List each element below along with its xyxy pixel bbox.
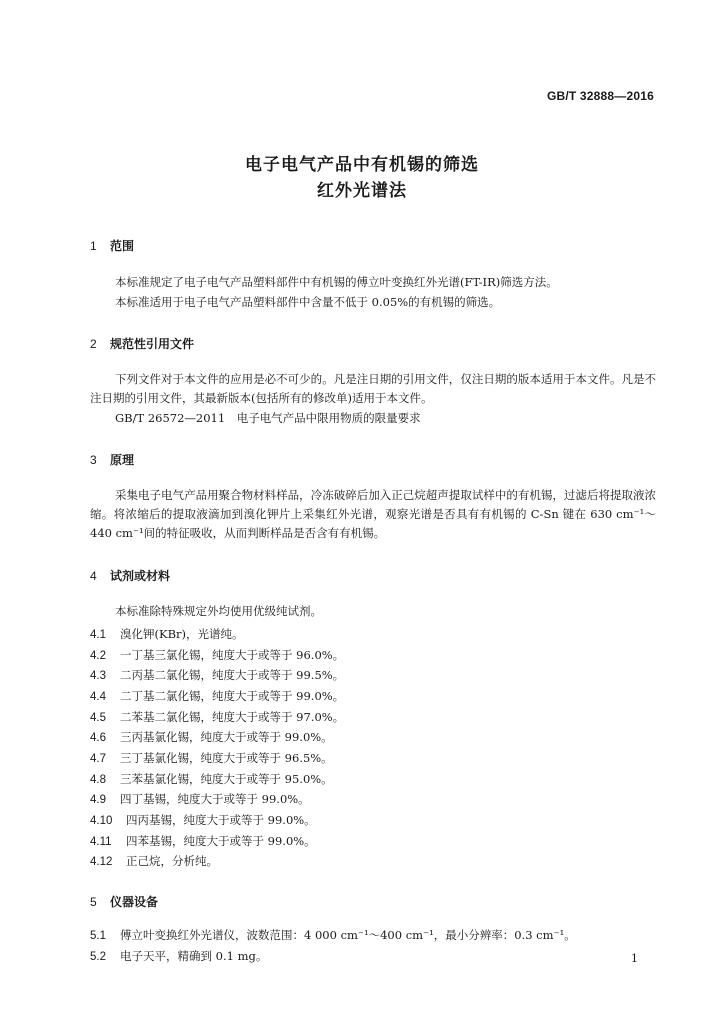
item-text: 四丁基锡，纯度大于或等于 99.0%。: [120, 792, 310, 806]
list-item: [90, 647, 344, 663]
section-5-heading: [90, 893, 158, 910]
list-item: [90, 729, 333, 745]
section-title: 规范性引用文件: [110, 337, 195, 351]
section-3-heading: [90, 451, 134, 468]
item-number: 4.11: [90, 836, 112, 848]
list-item: [90, 833, 316, 849]
section-4-intro: 本标准除特殊规定外均使用优级纯试剂。: [115, 604, 322, 618]
item-text: 二丁基二氯化锡，纯度大于或等于 99.0%。: [120, 689, 345, 703]
item-text: 正己烷，分析纯。: [126, 854, 218, 868]
item-number: 4.12: [90, 856, 113, 868]
section-4-heading: [90, 567, 170, 584]
section-3-paragraph-1: 采集电子电气产品用聚合物材料样品，冷冻破碎后加入正己烷超声提取试样中的有机锡，过滤后将提取液浓缩。将浓缩后的提取液滴加到溴化钾片上采集红外光谱，观察光谱是否具有有机锡的 C-Sn 键在 630 cm⁻¹～440 cm⁻¹间的特征吸收，从而判断样品是否含有有机锡。: [90, 488, 656, 540]
section-number: 1: [90, 239, 97, 253]
page-number: 1: [631, 952, 638, 965]
list-item: [90, 688, 344, 704]
section-title: 原理: [110, 453, 135, 467]
item-number: 4.9: [90, 794, 106, 806]
section-number: 3: [90, 453, 97, 467]
item-number: 5.1: [90, 930, 106, 942]
standard-number: GB/T 32888—2016: [546, 89, 654, 103]
item-text: 傅立叶变换红外光谱仪，波数范围：4 000 cm⁻¹～400 cm⁻¹，最小分辨率：0.3 cm⁻¹。: [120, 928, 576, 942]
item-text: 四丙基锡，纯度大于或等于 99.0%。: [126, 813, 316, 827]
document-title-line-2: 红外光谱法: [317, 181, 407, 201]
list-item: [90, 791, 310, 807]
item-number: 4.3: [90, 670, 106, 682]
section-number: 5: [90, 895, 97, 909]
list-item: [90, 812, 316, 828]
section-2-heading: [90, 335, 194, 352]
list-item: [90, 853, 218, 869]
item-text: 三苯基氯化锡，纯度大于或等于 95.0%。: [120, 772, 333, 786]
item-text: 一丁基三氯化锡，纯度大于或等于 96.0%。: [120, 648, 345, 662]
item-text: 二苯基二氯化锡，纯度大于或等于 97.0%。: [120, 710, 345, 724]
document-title-line-1: 电子电气产品中有机锡的筛选: [245, 155, 479, 175]
item-text: 电子天平，精确到 0.1 mg。: [120, 949, 268, 963]
list-item: [90, 927, 576, 943]
item-number: 4.7: [90, 753, 106, 765]
item-text: 二丙基二氯化锡，纯度大于或等于 99.5%。: [120, 668, 345, 682]
list-item: [90, 771, 333, 787]
section-title: 试剂或材料: [110, 569, 171, 583]
section-1-paragraph-1: 本标准规定了电子电气产品塑料部件中有机锡的傅立叶变换红外光谱(FT-IR)筛选方法。: [115, 275, 558, 289]
section-title: 仪器设备: [110, 895, 159, 909]
item-text: 溴化钾(KBr)，光谱纯。: [120, 627, 244, 641]
item-number: 4.8: [90, 774, 106, 786]
section-2-paragraph-1: 下列文件对于本文件的应用是必不可少的。凡是注日期的引用文件，仅注日期的版本适用于本文件。凡是不注日期的引用文件，其最新版本(包括所有的修改单)适用于本文件。: [90, 372, 656, 405]
section-1-paragraph-2: 本标准适用于电子电气产品塑料部件中含量不低于 0.05%的有机锡的筛选。: [115, 295, 501, 309]
section-number: 2: [90, 337, 97, 351]
item-number: 4.4: [90, 691, 106, 703]
list-item: [90, 948, 267, 964]
section-number: 4: [90, 569, 97, 583]
item-number: 4.10: [90, 815, 113, 827]
list-item: [90, 626, 244, 642]
list-item: [90, 750, 333, 766]
item-text: 三丙基氯化锡，纯度大于或等于 99.0%。: [120, 730, 333, 744]
item-number: 4.5: [90, 712, 106, 724]
item-number: 4.6: [90, 732, 106, 744]
list-item: [90, 667, 344, 683]
item-number: 4.2: [90, 650, 106, 662]
section-title: 范围: [110, 239, 135, 253]
section-1-heading: [90, 237, 134, 254]
list-item: [90, 709, 344, 725]
item-text: 四苯基锡，纯度大于或等于 99.0%。: [126, 834, 316, 848]
item-number: 4.1: [90, 629, 106, 641]
item-number: 5.2: [90, 951, 106, 963]
item-text: 三丁基氯化锡，纯度大于或等于 96.5%。: [120, 751, 333, 765]
section-2-reference: GB/T 26572—2011 电子电气产品中限用物质的限量要求: [115, 411, 421, 425]
